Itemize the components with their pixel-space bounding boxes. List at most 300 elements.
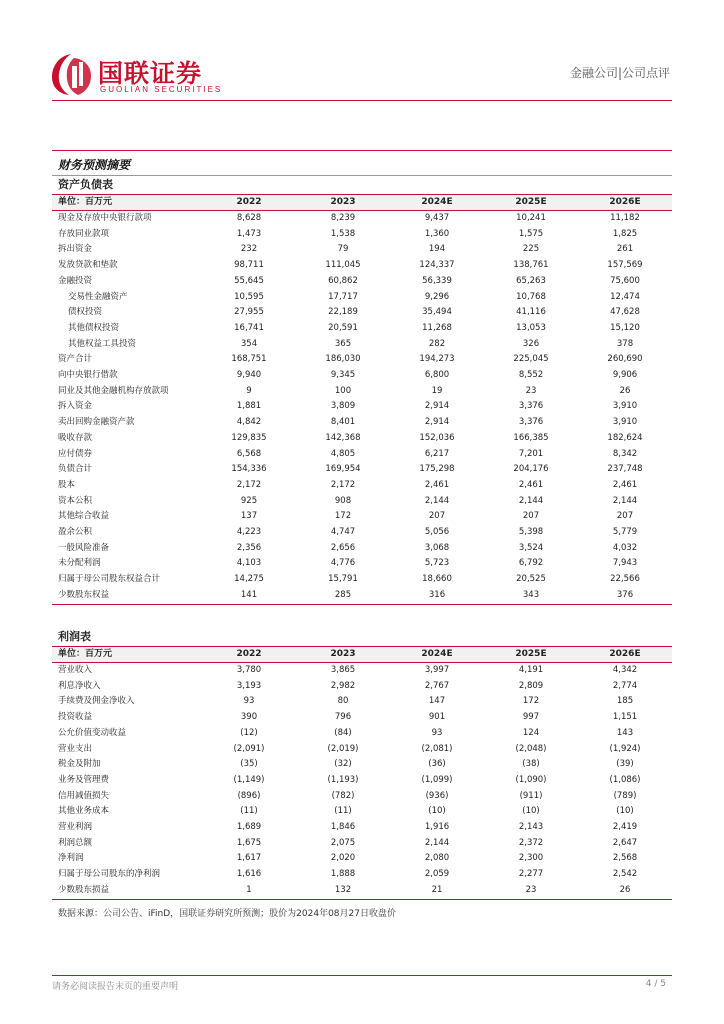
row-label: 同业及其他金融机构存放款项 [58, 385, 169, 396]
table-row [52, 509, 672, 525]
row-label: 营业利润 [58, 822, 93, 833]
footer-divider [52, 975, 672, 976]
table-row [52, 679, 672, 695]
table-row [52, 851, 672, 867]
table-cell: 204,176 [513, 464, 549, 475]
table-cell: 8,401 [330, 417, 356, 428]
table-cell: 2,144 [612, 495, 638, 506]
table-cell: 2,372 [518, 837, 544, 848]
table-row [52, 541, 672, 557]
row-label: 净利润 [58, 853, 84, 864]
table-cell: 997 [522, 712, 540, 723]
table-cell: 157,569 [607, 260, 643, 271]
table-cell: 1,689 [236, 822, 262, 833]
company-logo [50, 52, 250, 102]
table-cell: 2,172 [330, 479, 356, 490]
table-row [52, 431, 672, 447]
table-cell: 10,241 [516, 213, 546, 223]
table-cell: 6,800 [424, 370, 450, 381]
table-cell: 232 [240, 244, 258, 255]
column-header: 2026E [578, 195, 672, 211]
table-cell: 2,461 [424, 479, 450, 490]
column-header: 2025E [484, 195, 578, 211]
table-cell: 2,300 [518, 853, 544, 864]
column-header: 2023 [296, 195, 390, 211]
table-cell: 185 [616, 696, 634, 707]
table-cell: 3,780 [236, 665, 262, 675]
table-cell: 376 [578, 588, 672, 604]
table-row [52, 227, 672, 243]
row-label: 向中央银行借款 [58, 370, 118, 381]
row-label: 少数股东损益 [52, 883, 202, 899]
table-cell: 56,339 [422, 275, 452, 286]
table-cell: (2,081) [421, 743, 453, 754]
table-row [52, 572, 672, 588]
row-label: 少数股东权益 [52, 588, 202, 604]
row-label: 拆出资金 [58, 244, 93, 255]
table-cell: 7,943 [612, 558, 638, 569]
row-label: 一般风险准备 [58, 542, 110, 553]
table-cell: (2,048) [515, 743, 547, 754]
table-cell: (10) [428, 806, 446, 817]
balance-sheet-header-row [52, 195, 672, 211]
row-label: 资产合计 [58, 354, 93, 365]
table-cell: 26 [578, 883, 672, 899]
table-cell: 2,656 [330, 542, 356, 553]
table-row [52, 883, 672, 899]
table-cell: (12) [240, 727, 258, 738]
table-cell: 2,982 [330, 680, 356, 691]
column-header: 2024E [390, 195, 484, 211]
row-label: 其他债权投资 [68, 322, 120, 333]
table-cell: 6,792 [518, 558, 544, 569]
table-row [52, 494, 672, 510]
table-cell: 172 [522, 696, 540, 707]
table-cell: 1,616 [236, 869, 262, 880]
table-cell: 7,201 [518, 448, 544, 459]
header-divider [52, 100, 672, 101]
table-cell: (36) [428, 759, 446, 770]
table-cell: 15,791 [328, 574, 358, 585]
table-row [52, 368, 672, 384]
data-source-note: 数据来源：公司公告、iFinD，国联证券研究所预测；股价为2024年08月27日收盘价 [58, 909, 396, 919]
table-row [52, 757, 672, 773]
table-row [52, 478, 672, 494]
table-cell: 26 [619, 385, 631, 396]
table-cell: 2,809 [518, 680, 544, 691]
column-header: 2026E [578, 647, 672, 663]
table-cell: 2,075 [330, 837, 356, 848]
table-cell: 2,020 [330, 853, 356, 864]
table-cell: 132 [296, 883, 390, 899]
report-category: 金融公司|公司点评 [569, 66, 670, 80]
table-cell: 4,032 [612, 542, 638, 553]
report-title: 财务预测摘要 [58, 158, 131, 172]
table-cell: 11,182 [610, 213, 640, 223]
table-row [52, 384, 672, 400]
table-cell: (2,091) [233, 743, 265, 754]
table-cell: 925 [240, 495, 258, 506]
table-cell: 8,552 [518, 370, 544, 381]
table-cell: 2,461 [612, 479, 638, 490]
table-row [52, 789, 672, 805]
table-cell: 147 [428, 696, 446, 707]
table-cell: 225 [522, 244, 540, 255]
table-cell: 2,914 [424, 401, 450, 412]
row-label: 其他权益工具投资 [68, 338, 137, 349]
row-label: 业务及管理费 [58, 774, 110, 785]
row-label: 投资收益 [58, 712, 93, 723]
column-header: 2022 [202, 195, 296, 211]
table-cell: 23 [525, 385, 537, 396]
table-row [52, 399, 672, 415]
table-cell: 1,881 [236, 401, 262, 412]
table-cell: 168,751 [231, 354, 267, 365]
table-cell: 194,273 [419, 354, 455, 365]
table-row [52, 867, 672, 883]
table-cell: (1,193) [327, 774, 359, 785]
row-label: 拆入资金 [58, 401, 93, 412]
table-cell: (10) [616, 806, 634, 817]
table-cell: 316 [390, 588, 484, 604]
income-statement-body [52, 663, 672, 900]
table-row [52, 694, 672, 710]
table-cell: (11) [240, 806, 258, 817]
table-cell: 14,275 [234, 574, 264, 585]
table-row [52, 773, 672, 789]
table-cell: 16,741 [234, 322, 264, 333]
table-cell: 141 [202, 588, 296, 604]
row-label: 归属于母公司股东权益合计 [58, 574, 161, 585]
table-cell: 5,056 [424, 527, 450, 538]
balance-sheet-body [52, 211, 672, 605]
table-cell: 41,116 [516, 307, 546, 318]
table-cell: 3,376 [518, 417, 544, 428]
table-row [52, 305, 672, 321]
row-label: 吸收存款 [58, 432, 93, 443]
table-cell: 3,910 [612, 417, 638, 428]
table-cell: (38) [522, 759, 540, 770]
table-cell: 2,144 [518, 495, 544, 506]
table-cell: 237,748 [607, 464, 643, 475]
table-row [52, 447, 672, 463]
table-row [52, 804, 672, 820]
table-cell: 3,524 [518, 542, 544, 553]
table-cell: 378 [616, 338, 634, 349]
row-label: 公允价值变动收益 [58, 727, 127, 738]
table-cell: 5,723 [424, 558, 450, 569]
table-cell: 65,263 [516, 275, 546, 286]
table-cell: 75,600 [610, 275, 640, 286]
table-cell: 796 [334, 712, 352, 723]
table-cell: 2,144 [424, 837, 450, 848]
table-cell: 9,296 [424, 291, 450, 302]
table-row [52, 321, 672, 337]
table-cell: 326 [522, 338, 540, 349]
table-cell: 1,916 [424, 822, 450, 833]
table-cell: 354 [240, 338, 258, 349]
income-statement-table [52, 647, 672, 900]
table-row [52, 836, 672, 852]
table-cell: 166,385 [513, 432, 549, 443]
column-header: 单位：百万元 [52, 647, 202, 663]
logo-english-text: GUOLIAN SECURITIES [100, 85, 223, 94]
table-cell: 908 [334, 495, 352, 506]
table-cell: 15,120 [610, 322, 640, 333]
table-row [52, 352, 672, 368]
table-cell: 60,862 [328, 275, 358, 286]
balance-sheet-title: 资产负债表 [52, 176, 672, 195]
table-cell: 154,336 [231, 464, 267, 475]
table-cell: 93 [243, 696, 255, 707]
table-row [52, 663, 672, 679]
income-statement-section [52, 628, 672, 900]
table-cell: 901 [428, 712, 446, 723]
table-cell: 260,690 [607, 354, 643, 365]
table-cell: 124 [522, 727, 540, 738]
table-cell: 1,846 [330, 822, 356, 833]
table-cell: 20,591 [328, 322, 358, 333]
page-header [0, 0, 724, 110]
table-cell: 9 [246, 385, 252, 396]
report-title-bar [52, 150, 672, 176]
table-cell: 2,356 [236, 542, 262, 553]
row-label: 税金及附加 [58, 759, 101, 770]
table-row [52, 588, 672, 604]
table-cell: (1,099) [421, 774, 453, 785]
row-label: 存放同业款项 [58, 228, 110, 239]
table-cell: 4,776 [330, 558, 356, 569]
table-cell: 207 [522, 511, 540, 522]
table-cell: 261 [616, 244, 634, 255]
table-row [52, 415, 672, 431]
table-cell: 6,217 [424, 448, 450, 459]
income-statement-header-row [52, 647, 672, 663]
table-cell: 282 [428, 338, 446, 349]
table-cell: 207 [428, 511, 446, 522]
table-cell: 17,717 [328, 291, 358, 302]
table-cell: 3,809 [330, 401, 356, 412]
row-label: 应付债券 [58, 448, 93, 459]
table-row [52, 242, 672, 258]
table-cell: (10) [522, 806, 540, 817]
table-cell: 21 [390, 883, 484, 899]
table-cell: 2,144 [424, 495, 450, 506]
table-row [52, 258, 672, 274]
row-label: 盈余公积 [58, 527, 93, 538]
table-cell: 4,103 [236, 558, 262, 569]
table-cell: 194 [428, 244, 446, 255]
row-label: 营业收入 [58, 665, 93, 675]
table-cell: 2,767 [424, 680, 450, 691]
table-cell: 2,172 [236, 479, 262, 490]
table-cell: 2,774 [612, 680, 638, 691]
table-cell: (84) [334, 727, 352, 738]
table-row [52, 274, 672, 290]
table-cell: 3,997 [424, 665, 450, 675]
balance-sheet-section [52, 176, 672, 605]
table-cell: 207 [616, 511, 634, 522]
table-cell: 138,761 [513, 260, 549, 271]
table-cell: (11) [334, 806, 352, 817]
table-cell: 124,337 [419, 260, 455, 271]
table-cell: 80 [337, 696, 349, 707]
table-cell: 225,045 [513, 354, 549, 365]
table-cell: 1,575 [518, 228, 544, 239]
row-label: 金融投资 [58, 275, 93, 286]
logo-mark-icon [50, 52, 92, 96]
table-cell: 9,345 [330, 370, 356, 381]
table-row [52, 337, 672, 353]
table-cell: 390 [240, 712, 258, 723]
table-cell: 182,624 [607, 432, 643, 443]
table-cell: (1,924) [609, 743, 641, 754]
table-cell: 55,645 [234, 275, 264, 286]
table-cell: 3,376 [518, 401, 544, 412]
row-label: 其他业务成本 [58, 806, 110, 817]
table-cell: 142,368 [325, 432, 361, 443]
column-header: 2022 [202, 647, 296, 663]
table-cell: (789) [613, 790, 637, 801]
row-label: 归属于母公司股东的净利润 [58, 869, 161, 880]
row-label: 发放贷款和垫款 [58, 260, 118, 271]
table-cell: 2,914 [424, 417, 450, 428]
table-row [52, 710, 672, 726]
table-cell: (39) [616, 759, 634, 770]
table-cell: 8,239 [330, 213, 356, 223]
table-cell: 1,151 [612, 712, 638, 723]
table-cell: (896) [237, 790, 261, 801]
table-cell: 4,747 [330, 527, 356, 538]
table-cell: 100 [334, 385, 352, 396]
table-cell: 4,191 [518, 665, 544, 675]
table-cell: 10,595 [234, 291, 264, 302]
table-cell: 6,568 [236, 448, 262, 459]
table-cell: 22,189 [328, 307, 358, 318]
table-cell: 4,842 [236, 417, 262, 428]
table-cell: 19 [431, 385, 443, 396]
row-label: 交易性金融资产 [68, 291, 128, 302]
table-row [52, 525, 672, 541]
table-cell: 175,298 [419, 464, 455, 475]
table-cell: 129,835 [231, 432, 267, 443]
table-cell: 8,342 [612, 448, 638, 459]
table-cell: 23 [484, 883, 578, 899]
row-label: 股本 [58, 479, 76, 490]
table-cell: 3,865 [330, 665, 356, 675]
table-cell: 9,437 [424, 213, 450, 223]
table-cell: 1 [202, 883, 296, 899]
table-cell: 8,628 [236, 213, 262, 223]
table-row [52, 742, 672, 758]
table-cell: (782) [331, 790, 355, 801]
table-row [52, 820, 672, 836]
row-label: 现金及存放中央银行款项 [58, 213, 152, 223]
table-cell: (2,019) [327, 743, 359, 754]
column-header: 2024E [390, 647, 484, 663]
row-label: 利息净收入 [58, 680, 101, 691]
table-cell: 35,494 [422, 307, 452, 318]
table-cell: (1,149) [233, 774, 265, 785]
table-cell: 4,223 [236, 527, 262, 538]
row-label: 利润总额 [58, 837, 93, 848]
row-label: 其他综合收益 [58, 511, 110, 522]
table-cell: (911) [519, 790, 543, 801]
table-cell: 2,143 [518, 822, 544, 833]
row-label: 债权投资 [68, 307, 103, 318]
table-cell: 3,193 [236, 680, 262, 691]
table-cell: 13,053 [516, 322, 546, 333]
table-cell: 3,910 [612, 401, 638, 412]
table-cell: 285 [296, 588, 390, 604]
table-cell: 1,360 [424, 228, 450, 239]
balance-sheet-table [52, 195, 672, 605]
table-cell: (35) [240, 759, 258, 770]
row-label: 营业支出 [58, 743, 93, 754]
table-cell: 2,080 [424, 853, 450, 864]
table-cell: 2,419 [612, 822, 638, 833]
table-cell: 93 [431, 727, 443, 738]
column-header: 2023 [296, 647, 390, 663]
table-row [52, 290, 672, 306]
table-cell: 47,628 [610, 307, 640, 318]
table-cell: (32) [334, 759, 352, 770]
table-cell: 365 [334, 338, 352, 349]
table-cell: 343 [484, 588, 578, 604]
table-row [52, 462, 672, 478]
table-cell: 1,675 [236, 837, 262, 848]
table-cell: 1,538 [330, 228, 356, 239]
table-cell: 18,660 [422, 574, 452, 585]
table-cell: 98,711 [234, 260, 264, 271]
table-row [52, 556, 672, 572]
table-cell: 5,398 [518, 527, 544, 538]
table-cell: (1,090) [515, 774, 547, 785]
table-cell: 20,525 [516, 574, 546, 585]
table-cell: 1,617 [236, 853, 262, 864]
page-number: 4 / 5 [645, 979, 666, 989]
table-cell: 27,955 [234, 307, 264, 318]
column-header: 单位：百万元 [52, 195, 202, 211]
row-label: 负债合计 [58, 464, 93, 475]
table-cell: 172 [334, 511, 352, 522]
table-cell: 11,268 [422, 322, 452, 333]
table-cell: 1,888 [330, 869, 356, 880]
table-cell: 152,036 [419, 432, 455, 443]
row-label: 未分配利润 [58, 558, 101, 569]
table-cell: 1,825 [612, 228, 638, 239]
table-cell: 111,045 [325, 260, 361, 271]
table-cell: 4,342 [612, 665, 638, 675]
column-header: 2025E [484, 647, 578, 663]
table-cell: 9,906 [612, 370, 638, 381]
row-label: 资本公积 [58, 495, 93, 506]
table-cell: 186,030 [325, 354, 361, 365]
table-cell: 169,954 [325, 464, 361, 475]
table-cell: 2,542 [612, 869, 638, 880]
table-cell: 12,474 [610, 291, 640, 302]
table-cell: 2,277 [518, 869, 544, 880]
table-cell: 2,647 [612, 837, 638, 848]
row-label: 手续费及佣金净收入 [58, 696, 135, 707]
table-cell: 9,940 [236, 370, 262, 381]
table-cell: 22,566 [610, 574, 640, 585]
footer-disclaimer: 请务必阅读报告末页的重要声明 [52, 982, 179, 992]
table-cell: 2,461 [518, 479, 544, 490]
table-cell: 2,568 [612, 853, 638, 864]
table-cell: 10,768 [516, 291, 546, 302]
table-row [52, 211, 672, 227]
